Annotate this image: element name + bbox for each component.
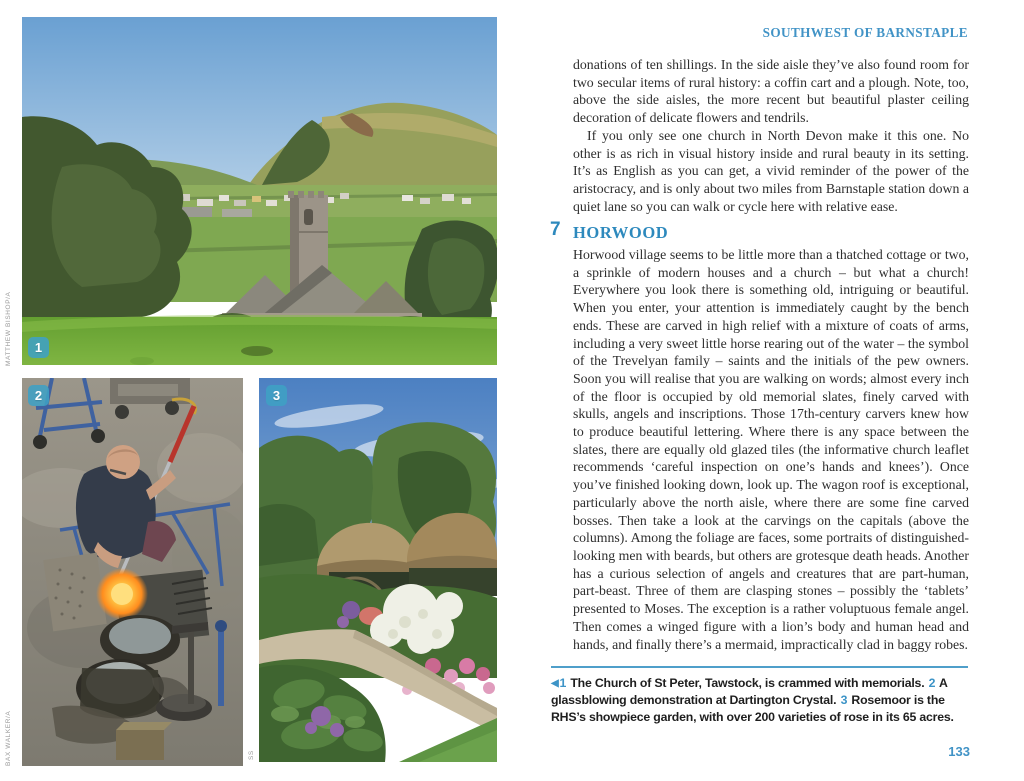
photo-glassblowing-dartington: [22, 378, 243, 766]
paragraph-horwood: Horwood village seems to be little more than a thatched cottage or two, a sprinkle of modern houses and a church – but what a church! Everywhere you look there is something old, intriguing or beautiful. When you enter, your attention is immediately caught by the bench ends. These are carved in high relief with a mixture of coats of arms, including a very sweet little horse rearing out of the water – the symbol of the Trevelyan family – saints and the initials of the pew owners. Soon you will realise that you are walking on words; almost every inch of the floor is occupied by old memorial slates, finely carved with skulls, angels and inscriptions. Those 17th-century carvers knew how to produce beautiful lettering. Where there is any space between the slates, there are equally old glazed tiles (the informative church leaflet recommends ‘careful inspection on one’s hands and knees’). Once you’ve finished looking down, look up. The wagon roof is exceptional, particularly above the north aisle, where there are some fine carved bosses. Then take a look at the carvings on the capitals (above the columns). Among the foliage are faces, some portraits of distinguished-looking men with beards, but others are grotesque death heads. Another has a curious selection of angels and creatures that are part-human, part-beast. Three of them are clasping stones – possibly the ‘tablets’ presented to Moses. The exception is a rather voluptuous female angel. Then comes a winged figure with a lion’s body and human head and hands, and finally there’s a mermaid, impractically clad in baggy robes.: [573, 247, 969, 652]
caption-number-2: 2: [928, 676, 936, 690]
photo-number-badge-1: 1: [28, 337, 49, 358]
running-head: SOUTHWEST OF BARNSTAPLE: [762, 25, 968, 40]
paragraph-donations: donations of ten shillings. In the side aisle they’ve also found room for two secular items of rural history: a coffin cart and a plough. Note, too, above the side aisles, the more recent but beautiful plaster ceiling decoration of delicate flowers and tendrils.: [573, 57, 969, 126]
photo-captions: [551, 675, 965, 726]
page-number: 133: [948, 744, 970, 759]
photo-church-tawstock: [22, 17, 497, 365]
photo-credit-matthew-bishop: MATTHEW BISHOP/A: [5, 291, 12, 366]
photo-credit-ss: SS: [248, 750, 255, 760]
caption-number-3: 3: [840, 693, 848, 707]
church-landscape-illustration: [22, 17, 497, 365]
caption-text-1: The Church of St Peter, Tawstock, is crammed with memorials.: [567, 676, 928, 690]
glassblowing-illustration: [22, 378, 243, 766]
photo-rosemoor-garden: [259, 378, 497, 762]
caption-divider-rule: [551, 666, 968, 668]
section-title: HORWOOD: [573, 223, 669, 243]
garden-illustration: [259, 378, 497, 762]
section-heading-horwood: [550, 219, 969, 243]
caption-left-arrow-icon: ◀: [551, 678, 559, 689]
body-text-column: [550, 56, 969, 653]
section-number: 7: [550, 219, 561, 241]
caption-text-2: A glassblowing demonstration at Dartington Crystal.: [551, 676, 948, 707]
photo-number-badge-2: 2: [28, 385, 49, 406]
caption-number-1: 1: [559, 676, 567, 690]
photo-credit-bax-walker: BAX WALKER/A: [5, 710, 12, 766]
caption-text-3: Rosemoor is the RHS’s showpiece garden, with over 200 varieties of rose in its 65 acres.: [551, 693, 954, 724]
paragraph-if-you-only-see: If you only see one church in North Devon make it this one. No other is as rich in visual history inside and rural beauty in its setting. It’s as English as you can get, a vivid reminder of the power of the aristocracy, and is only about two miles from Barnstaple station down a quiet lane so you can walk or cycle here with relative ease.: [573, 127, 969, 214]
photo-number-badge-3: 3: [266, 385, 287, 406]
